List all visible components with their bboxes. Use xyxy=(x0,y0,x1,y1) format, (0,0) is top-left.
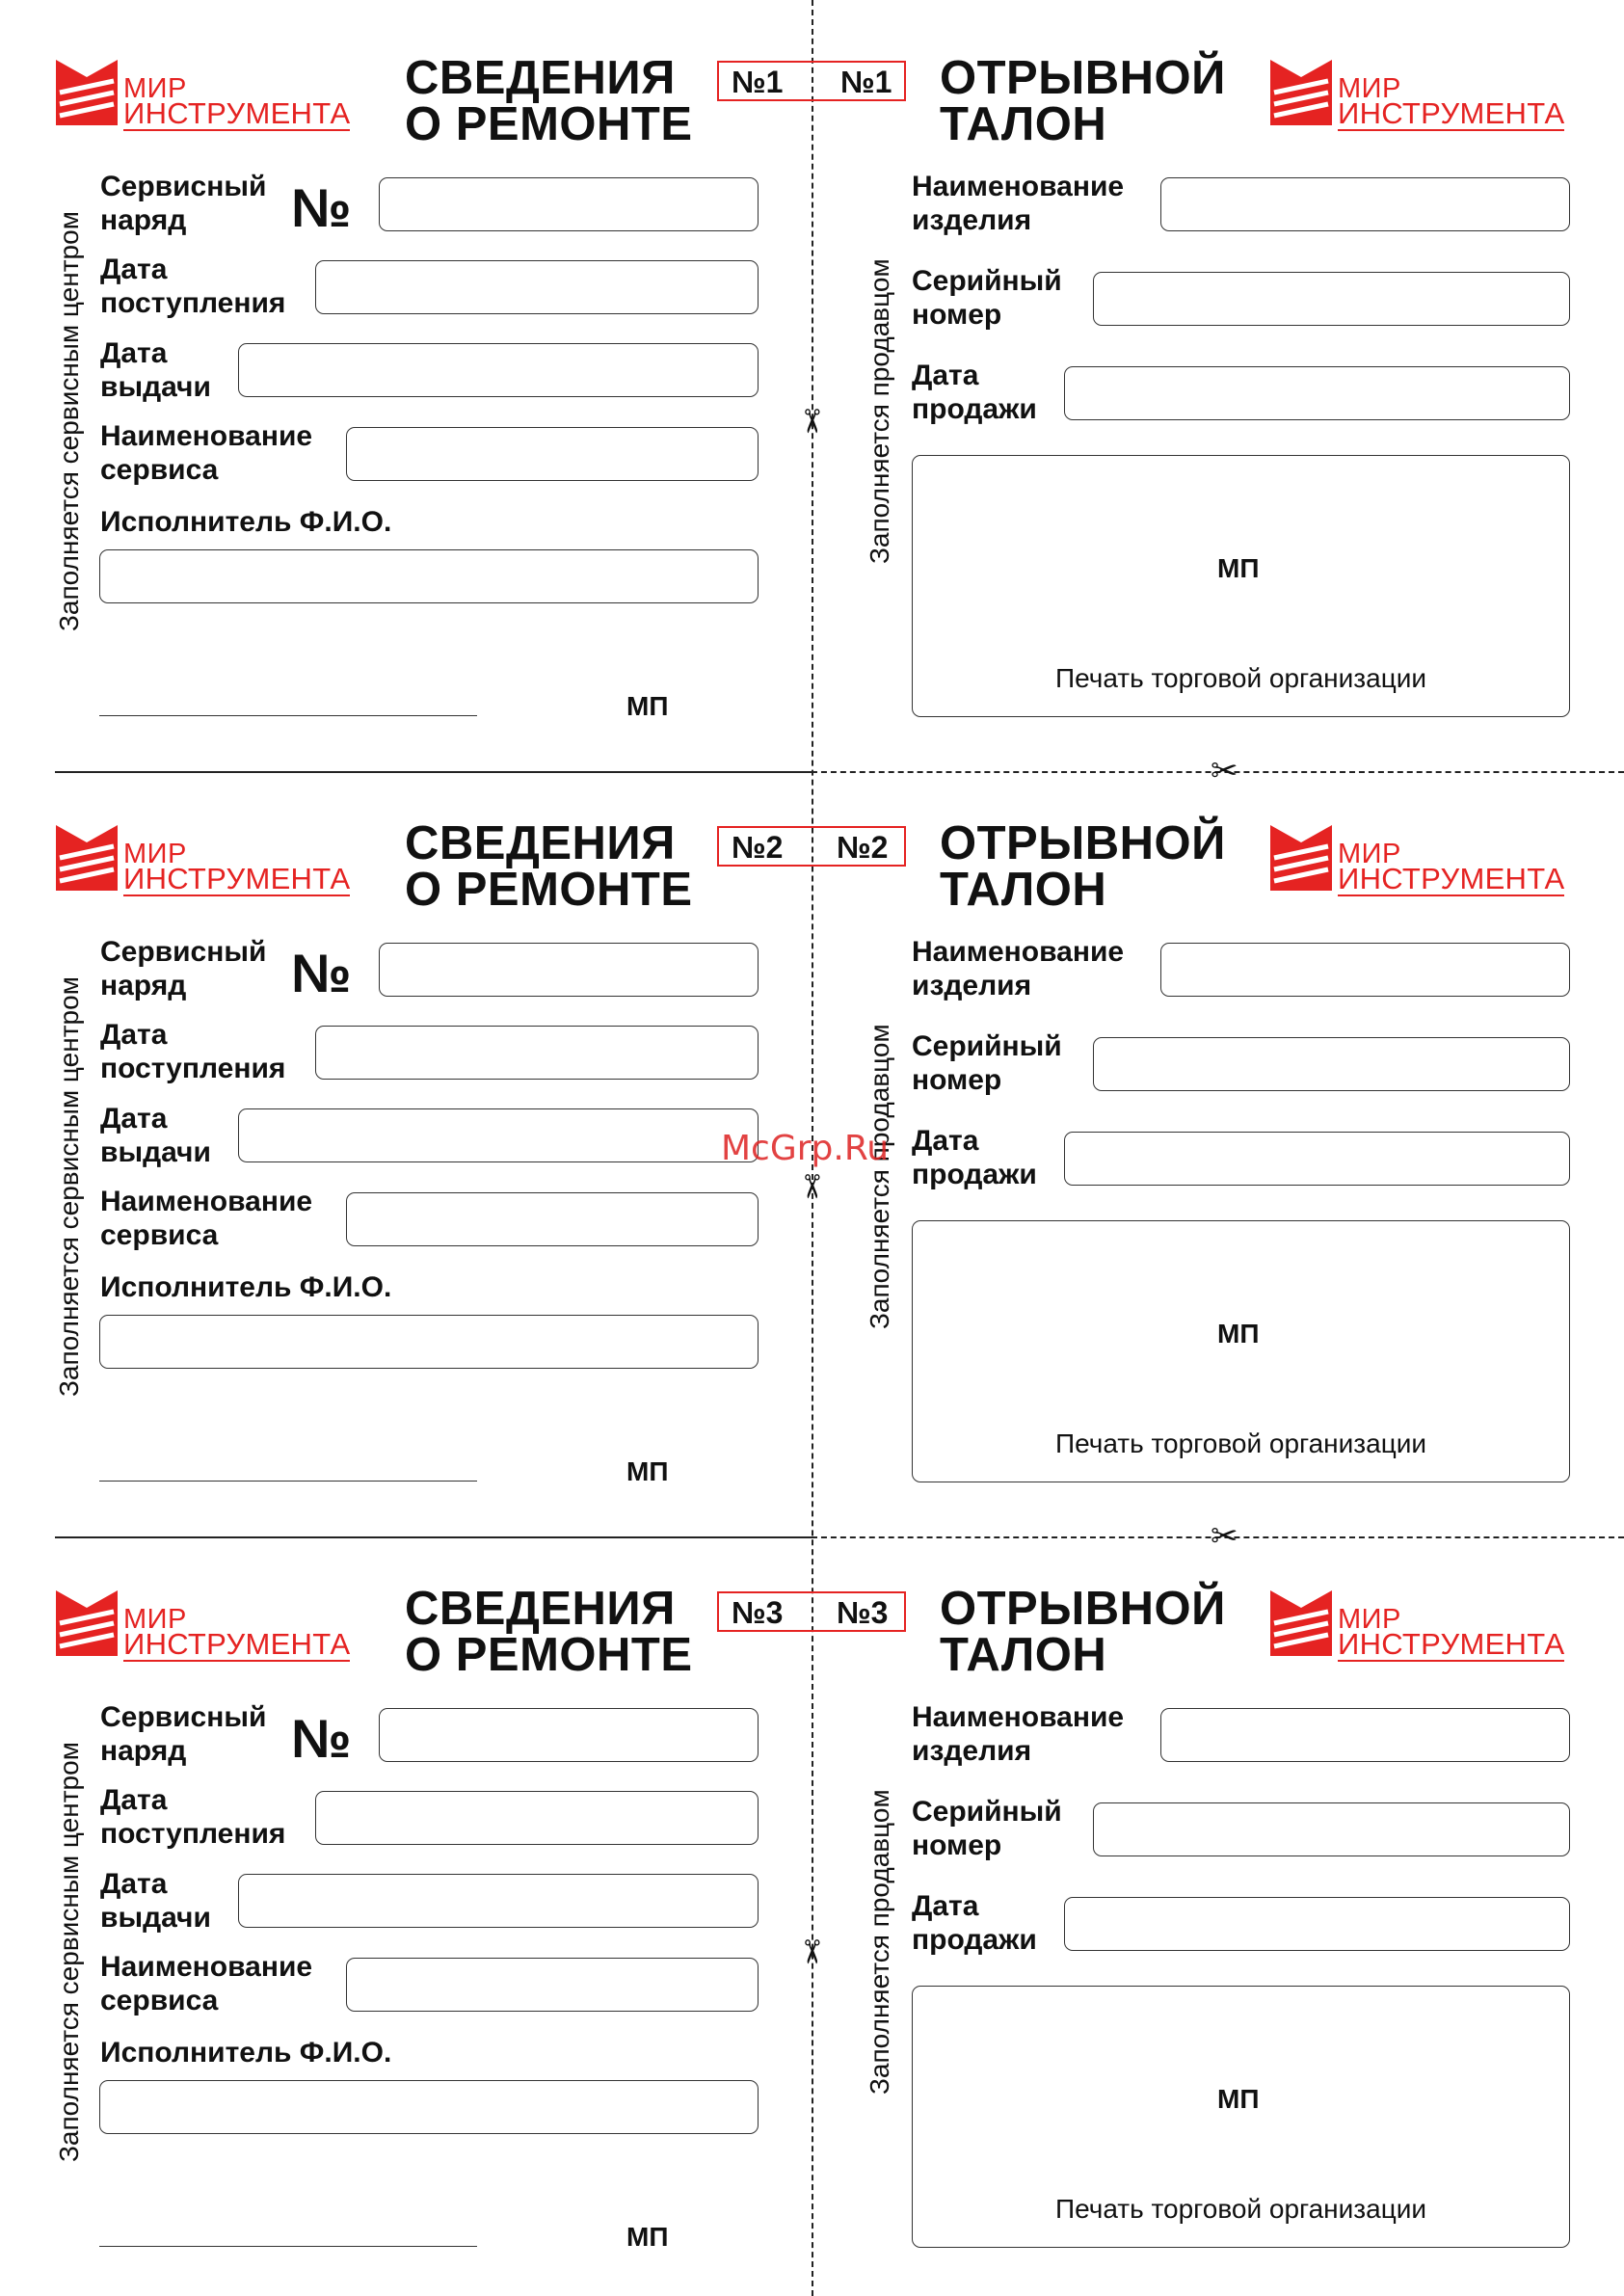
serial-number-label: Серийный номер xyxy=(912,1030,1062,1096)
serial-number-field[interactable] xyxy=(1093,1037,1570,1091)
brand-logo xyxy=(56,60,364,137)
logo-mark-icon xyxy=(1270,825,1332,891)
received-date-label: Дата поступления xyxy=(100,1019,286,1084)
number-right: №2 xyxy=(837,830,889,865)
logo-mark-icon xyxy=(1270,1590,1332,1656)
executor-field[interactable] xyxy=(99,549,759,603)
number-left: №1 xyxy=(732,65,784,99)
executor-field[interactable] xyxy=(99,2080,759,2134)
seller-note: Заполняется продавцом xyxy=(865,258,894,564)
store-stamp-mark: МП xyxy=(1217,553,1260,583)
service-order-label: Сервисный наряд xyxy=(100,936,267,1001)
store-stamp-caption: Печать торговой организации xyxy=(1054,663,1427,693)
scissors-icon: ✂ xyxy=(1211,1518,1238,1555)
repair-title: СВЕДЕНИЯ О РЕМОНТЕ xyxy=(405,817,693,916)
scissors-icon: ✂ xyxy=(792,407,830,436)
received-date-field[interactable] xyxy=(315,1791,759,1845)
service-name-field[interactable] xyxy=(346,1192,759,1246)
signature-line xyxy=(99,1481,477,1482)
logo-text-line1: МИР xyxy=(123,1604,187,1635)
logo-text-line1: МИР xyxy=(123,839,187,869)
brand-logo xyxy=(1270,825,1579,902)
sale-date-field[interactable] xyxy=(1064,1897,1570,1951)
seller-note: Заполняется продавцом xyxy=(865,1789,894,2095)
brand-logo xyxy=(56,1590,364,1668)
executor-label: Исполнитель Ф.И.О. xyxy=(100,506,392,538)
service-name-label: Наименование сервиса xyxy=(100,1186,313,1251)
issued-date-field[interactable] xyxy=(238,343,759,397)
coupon-title: ОТРЫВНОЙ ТАЛОН xyxy=(940,817,1226,916)
executor-field[interactable] xyxy=(99,1315,759,1369)
sale-date-label: Дата продажи xyxy=(912,1125,1037,1190)
repair-stamp-mark: МП xyxy=(626,691,669,721)
issued-date-field[interactable] xyxy=(238,1874,759,1928)
received-date-label: Дата поступления xyxy=(100,1784,286,1850)
issued-date-field[interactable] xyxy=(238,1108,759,1162)
executor-label: Исполнитель Ф.И.О. xyxy=(100,2037,392,2069)
store-stamp-mark: МП xyxy=(1217,1319,1260,1348)
serial-number-field[interactable] xyxy=(1093,272,1570,326)
warranty-section xyxy=(0,1531,1624,2296)
number-sign: № xyxy=(291,943,352,1003)
issued-date-label: Дата выдачи xyxy=(100,337,211,403)
received-date-field[interactable] xyxy=(315,1026,759,1080)
number-box xyxy=(717,826,906,867)
number-sign: № xyxy=(291,177,352,238)
watermark-text: McGrp.Ru xyxy=(721,1129,890,1168)
service-name-field[interactable] xyxy=(346,427,759,481)
logo-text-line1: МИР xyxy=(1338,839,1401,869)
repair-stamp-mark: МП xyxy=(626,1456,669,1486)
signature-line xyxy=(99,2246,477,2247)
repair-title: СВЕДЕНИЯ О РЕМОНТЕ xyxy=(405,1583,693,1681)
signature-line xyxy=(99,715,477,716)
logo-text-line2: ИНСТРУМЕНТА xyxy=(123,862,351,895)
service-order-label: Сервисный наряд xyxy=(100,171,267,236)
executor-label: Исполнитель Ф.И.О. xyxy=(100,1271,392,1303)
store-stamp-mark: МП xyxy=(1217,2084,1260,2114)
product-name-label: Наименование изделия xyxy=(912,171,1125,236)
logo-text-line2: ИНСТРУМЕНТА xyxy=(123,96,351,130)
number-right: №1 xyxy=(840,65,892,99)
number-right: №3 xyxy=(837,1595,889,1630)
service-order-label: Сервисный наряд xyxy=(100,1701,267,1767)
service-name-label: Наименование сервиса xyxy=(100,1951,313,2016)
scissors-icon: ✂ xyxy=(1211,753,1238,789)
repair-title: СВЕДЕНИЯ О РЕМОНТЕ xyxy=(405,52,693,150)
number-left: №2 xyxy=(732,830,784,865)
scissors-icon: ✂ xyxy=(792,1937,830,1966)
logo-text-line1: МИР xyxy=(123,73,187,104)
issued-date-label: Дата выдачи xyxy=(100,1868,211,1934)
sale-date-field[interactable] xyxy=(1064,366,1570,420)
product-name-label: Наименование изделия xyxy=(912,1701,1125,1767)
received-date-field[interactable] xyxy=(315,260,759,314)
service-center-note: Заполняется сервисным центром xyxy=(54,1742,84,2162)
service-name-label: Наименование сервиса xyxy=(100,420,313,486)
received-date-label: Дата поступления xyxy=(100,254,286,319)
number-box xyxy=(717,61,906,101)
store-stamp-caption: Печать торговой организации xyxy=(1054,1428,1427,1458)
serial-number-label: Серийный номер xyxy=(912,265,1062,331)
service-order-field[interactable] xyxy=(379,1708,759,1762)
logo-mark-icon xyxy=(56,60,118,125)
logo-text-line1: МИР xyxy=(1338,1604,1401,1635)
coupon-title: ОТРЫВНОЙ ТАЛОН xyxy=(940,1583,1226,1681)
product-name-field[interactable] xyxy=(1160,177,1570,231)
brand-logo xyxy=(56,825,364,902)
logo-text-line2: ИНСТРУМЕНТА xyxy=(1338,862,1565,895)
serial-number-field[interactable] xyxy=(1093,1802,1570,1856)
scissors-icon: ✂ xyxy=(792,1172,830,1201)
store-stamp-caption: Печать торговой организации xyxy=(1054,2194,1427,2224)
brand-logo xyxy=(1270,60,1579,137)
service-order-field[interactable] xyxy=(379,943,759,997)
number-sign: № xyxy=(291,1708,352,1769)
warranty-section xyxy=(0,0,1624,765)
issued-date-label: Дата выдачи xyxy=(100,1103,211,1168)
logo-text-line2: ИНСТРУМЕНТА xyxy=(123,1627,351,1661)
sale-date-label: Дата продажи xyxy=(912,360,1037,425)
logo-mark-icon xyxy=(1270,60,1332,125)
seller-note: Заполняется продавцом xyxy=(865,1024,894,1329)
service-name-field[interactable] xyxy=(346,1958,759,2012)
logo-mark-icon xyxy=(56,825,118,891)
logo-mark-icon xyxy=(56,1590,118,1656)
product-name-label: Наименование изделия xyxy=(912,936,1125,1001)
service-center-note: Заполняется сервисным центром xyxy=(54,976,84,1397)
brand-logo xyxy=(1270,1590,1579,1668)
number-box xyxy=(717,1591,906,1632)
logo-text-line2: ИНСТРУМЕНТА xyxy=(1338,1627,1565,1661)
product-name-field[interactable] xyxy=(1160,1708,1570,1762)
number-left: №3 xyxy=(732,1595,784,1630)
sale-date-field[interactable] xyxy=(1064,1132,1570,1186)
service-center-note: Заполняется сервисным центром xyxy=(54,211,84,631)
logo-text-line2: ИНСТРУМЕНТА xyxy=(1338,96,1565,130)
sale-date-label: Дата продажи xyxy=(912,1890,1037,1956)
service-order-field[interactable] xyxy=(379,177,759,231)
repair-stamp-mark: МП xyxy=(626,2222,669,2252)
logo-text-line1: МИР xyxy=(1338,73,1401,104)
serial-number-label: Серийный номер xyxy=(912,1796,1062,1861)
product-name-field[interactable] xyxy=(1160,943,1570,997)
coupon-title: ОТРЫВНОЙ ТАЛОН xyxy=(940,52,1226,150)
